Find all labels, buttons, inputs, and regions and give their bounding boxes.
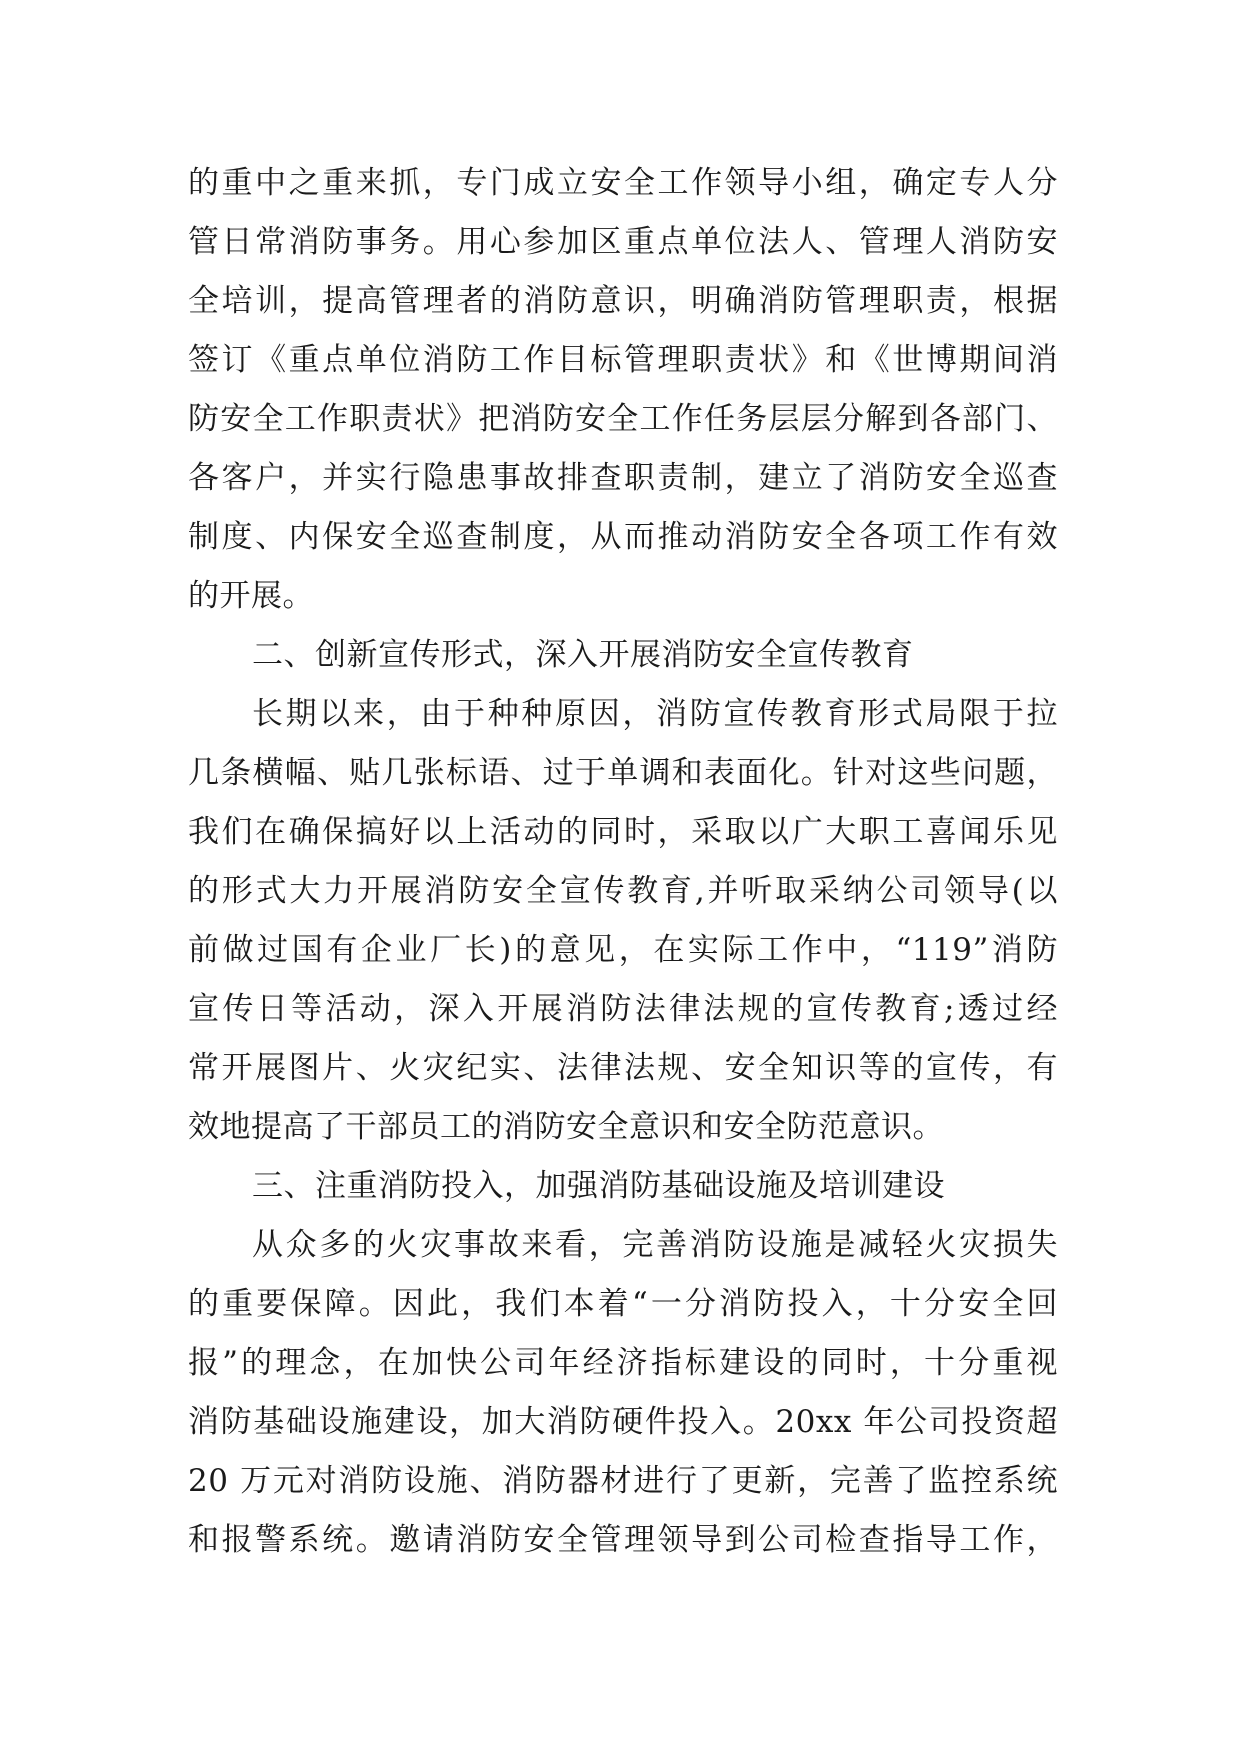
text-line: 前做过国有企业厂长)的意见，在实际工作中，“119”消防 bbox=[188, 932, 1058, 968]
text-line: 常开展图片、火灾纪实、法律法规、安全知识等的宣传，有 bbox=[188, 1050, 1058, 1086]
text-line: 各客户，并实行隐患事故排查职责制，建立了消防安全巡查 bbox=[188, 460, 1058, 496]
text-line: 20 万元对消防设施、消防器材进行了更新，完善了监控系统 bbox=[188, 1463, 1058, 1499]
text-line: 的形式大力开展消防安全宣传教育,并听取采纳公司领导(以 bbox=[188, 873, 1058, 909]
text-line: 几条横幅、贴几张标语、过于单调和表面化。针对这些问题， bbox=[188, 755, 1058, 791]
text-line: 消防基础设施建设，加大消防硬件投入。20xx 年公司投资超 bbox=[188, 1404, 1058, 1440]
text-line: 管日常消防事务。用心参加区重点单位法人、管理人消防安 bbox=[188, 224, 1058, 260]
text-line: 三、注重消防投入，加强消防基础设施及培训建设 bbox=[252, 1168, 945, 1204]
text-line: 宣传日等活动，深入开展消防法律法规的宣传教育;透过经 bbox=[188, 991, 1058, 1027]
document-body bbox=[188, 154, 1058, 1570]
text-line: 和报警系统。邀请消防安全管理领导到公司检查指导工作， bbox=[188, 1522, 1058, 1558]
text-line: 的重要保障。因此，我们本着“一分消防投入，十分安全回 bbox=[188, 1286, 1058, 1322]
text-line: 的开展。 bbox=[188, 578, 314, 614]
text-line: 制度、内保安全巡查制度，从而推动消防安全各项工作有效 bbox=[188, 519, 1058, 555]
text-line: 报”的理念，在加快公司年经济指标建设的同时，十分重视 bbox=[188, 1345, 1058, 1381]
text-line: 我们在确保搞好以上活动的同时，采取以广大职工喜闻乐见 bbox=[188, 814, 1058, 850]
text-line: 效地提高了干部员工的消防安全意识和安全防范意识。 bbox=[188, 1109, 944, 1145]
text-line: 防安全工作职责状》把消防安全工作任务层层分解到各部门、 bbox=[188, 401, 1058, 437]
text-line: 二、创新宣传形式，深入开展消防安全宣传教育 bbox=[252, 637, 914, 673]
text-line: 的重中之重来抓，专门成立安全工作领导小组，确定专人分 bbox=[188, 165, 1058, 201]
text-line: 从众多的火灾事故来看，完善消防设施是减轻火灾损失 bbox=[252, 1227, 1058, 1263]
text-line: 长期以来，由于种种原因，消防宣传教育形式局限于拉 bbox=[252, 696, 1058, 732]
text-line: 全培训，提高管理者的消防意识，明确消防管理职责，根据 bbox=[188, 283, 1058, 319]
text-line: 签订《重点单位消防工作目标管理职责状》和《世博期间消 bbox=[188, 342, 1058, 378]
